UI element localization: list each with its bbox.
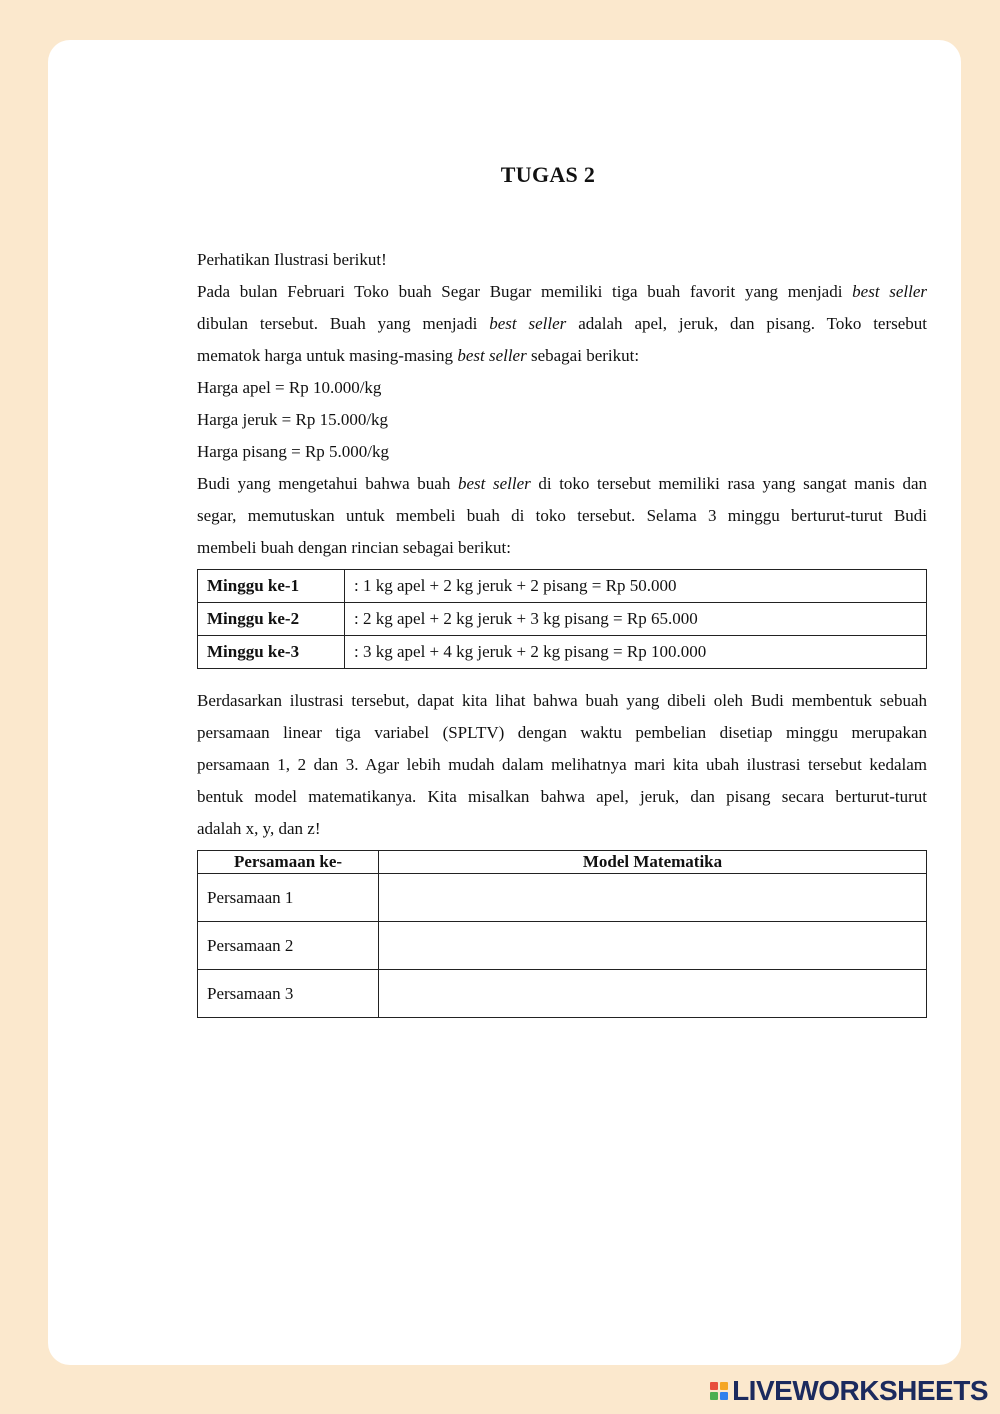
para1-line-1: Pada bulan Februari Toko buah Segar Bugar memiliki tiga buah favorit yang menjadi best seller: [197, 282, 928, 301]
para3-line-4: bentuk model matematikanya. Kita misalkan bahwa apel, jeruk, dan pisang secara berturut-turut: [197, 787, 927, 806]
liveworksheets-logo: [710, 1376, 988, 1406]
logo-square: [710, 1392, 718, 1400]
price-jeruk: Harga jeruk = Rp 15.000/kg: [197, 410, 389, 429]
story-paragraph-1: [197, 244, 927, 564]
table-row: [198, 603, 927, 636]
price-pisang: Harga pisang = Rp 5.000/kg: [197, 442, 390, 461]
table-row: [198, 874, 927, 922]
header-model: Model Matematika: [379, 851, 927, 874]
logo-square: [720, 1392, 728, 1400]
page-title: TUGAS 2: [500, 162, 596, 187]
week-label: Minggu ke-3: [198, 636, 345, 669]
para2-line-1: Budi yang mengetahui bahwa buah best seller di toko tersebut memiliki rasa yang sangat manis dan: [197, 474, 927, 493]
logo-text: LIVEWORKSHEETS: [732, 1375, 988, 1406]
table-row: [198, 970, 927, 1018]
para1-line-2: dibulan tersebut. Buah yang menjadi best seller adalah apel, jeruk, dan pisang. Toko tersebut: [197, 314, 928, 333]
para3-line-5: adalah x, y, dan z!: [197, 819, 321, 838]
header-persamaan: Persamaan ke-: [198, 851, 379, 874]
model-table: [197, 850, 927, 1018]
row-label: Persamaan 2: [198, 922, 379, 970]
week-detail: : 3 kg apel + 4 kg jeruk + 2 kg pisang = Rp 100.000: [345, 636, 927, 669]
table-row: [198, 922, 927, 970]
para3-line-1: Berdasarkan ilustrasi tersebut, dapat kita lihat bahwa buah yang dibeli oleh Budi membentuk sebuah: [197, 691, 927, 710]
intro-line: Perhatikan Ilustrasi berikut!: [197, 250, 387, 269]
story-paragraph-3: [197, 685, 927, 845]
answer-field-1[interactable]: [379, 874, 927, 922]
table-row: [198, 570, 927, 603]
para2-line-3: membeli buah dengan rincian sebagai berikut:: [197, 538, 511, 557]
table-header-row: [198, 851, 927, 874]
answer-field-2[interactable]: [379, 922, 927, 970]
row-label: Persamaan 1: [198, 874, 379, 922]
week-label: Minggu ke-1: [198, 570, 345, 603]
logo-square: [720, 1382, 728, 1390]
logo-square: [710, 1382, 718, 1390]
purchase-table: [197, 569, 927, 669]
week-label: Minggu ke-2: [198, 603, 345, 636]
price-apel: Harga apel = Rp 10.000/kg: [197, 378, 382, 397]
para3-line-2: persamaan linear tiga variabel (SPLTV) dengan waktu pembelian disetiap minggu merupakan: [197, 723, 927, 742]
table-row: [198, 636, 927, 669]
worksheet-card: [48, 40, 961, 1365]
week-detail: : 2 kg apel + 2 kg jeruk + 3 kg pisang = Rp 65.000: [345, 603, 927, 636]
row-label: Persamaan 3: [198, 970, 379, 1018]
week-detail: : 1 kg apel + 2 kg jeruk + 2 pisang = Rp 50.000: [345, 570, 927, 603]
para1-line-3: mematok harga untuk masing-masing best seller sebagai berikut:: [197, 346, 640, 365]
para3-line-3: persamaan 1, 2 dan 3. Agar lebih mudah dalam melihatnya mari kita ubah ilustrasi tersebut kedalam: [197, 755, 927, 774]
answer-field-3[interactable]: [379, 970, 927, 1018]
logo-mark-icon: [710, 1382, 728, 1400]
para2-line-2: segar, memutuskan untuk membeli buah di toko tersebut. Selama 3 minggu berturut-turut Budi: [197, 506, 927, 525]
